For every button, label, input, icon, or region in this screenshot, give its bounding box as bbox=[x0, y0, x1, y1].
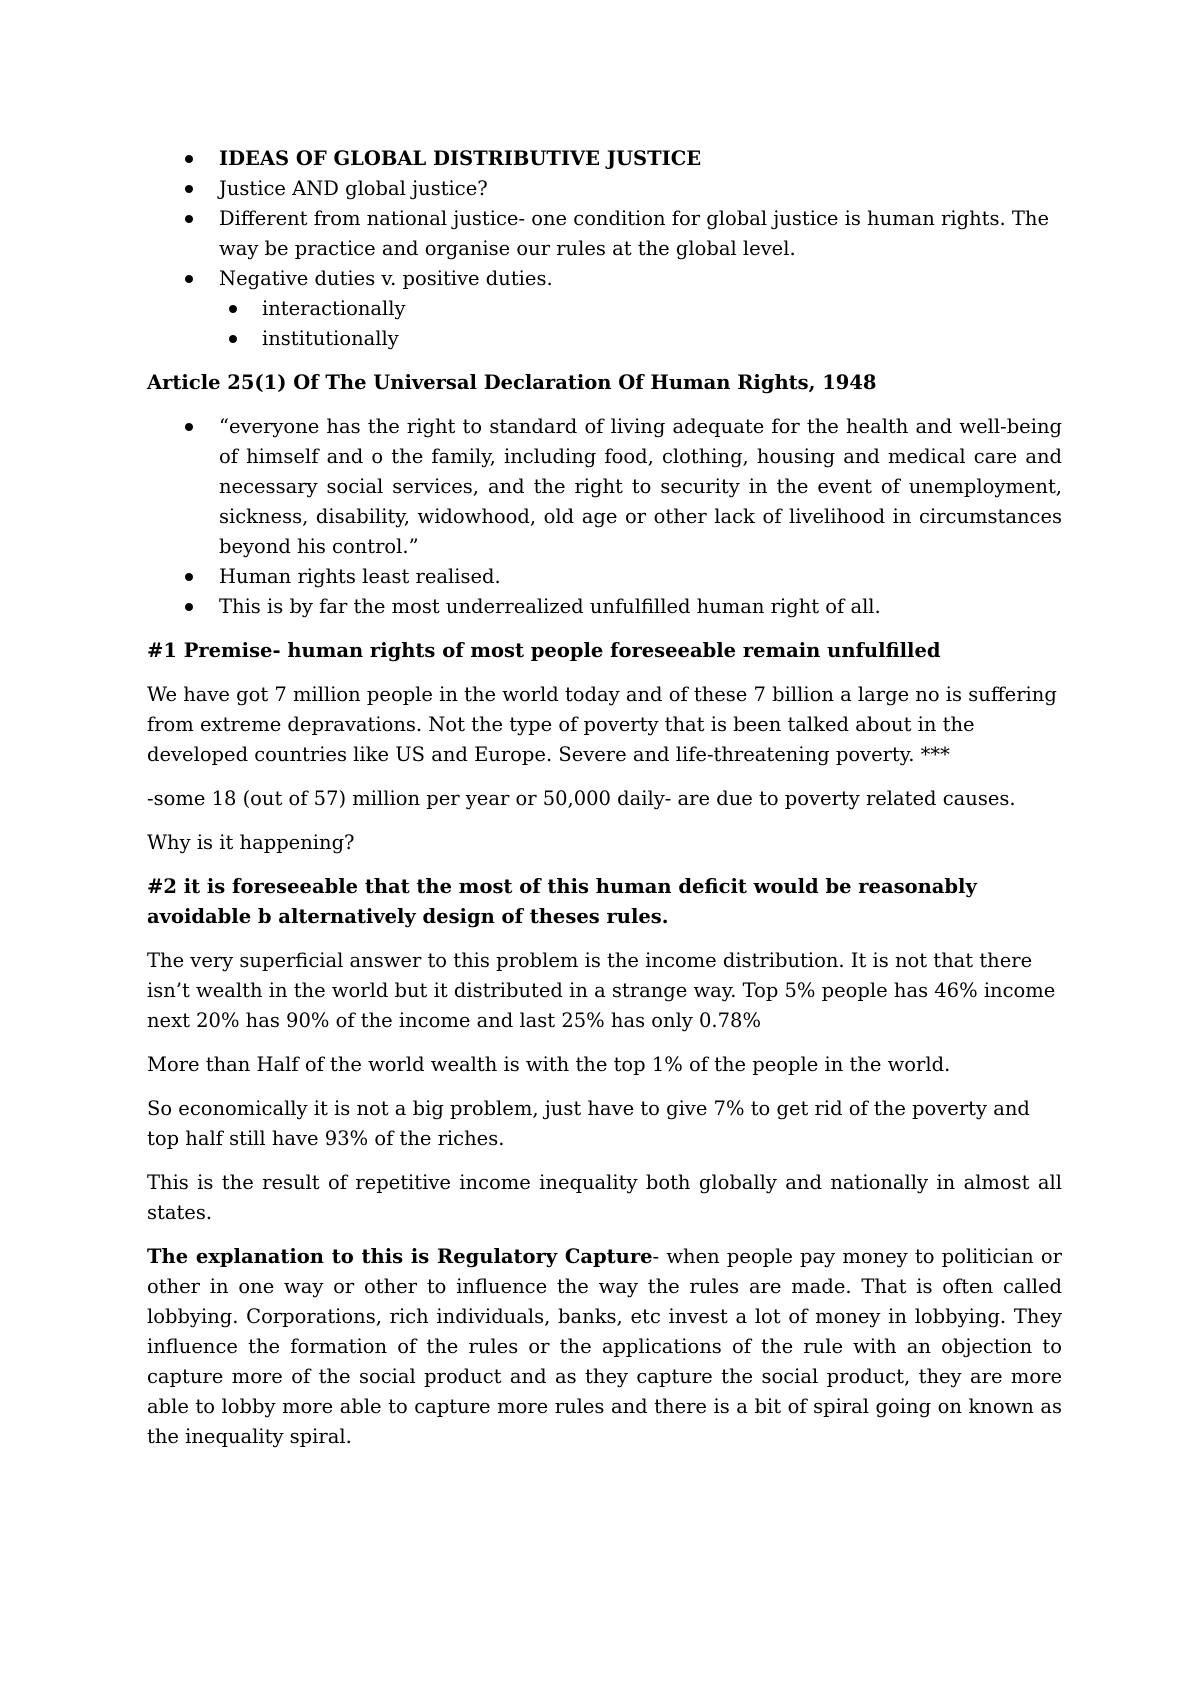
outline-list bbox=[147, 144, 1062, 294]
article-bullet: Human rights least realised. bbox=[147, 562, 1062, 592]
article-bullet-list bbox=[147, 412, 1062, 622]
outline-sub-item: institutionally bbox=[147, 324, 1062, 354]
premise1-paragraph: We have got 7 million people in the world today and of these 7 billion a large no is suffering from extreme depravations. Not the type of poverty that is been talked about in the developed countries like US and Europe. Severe and life-threatening poverty. *** bbox=[147, 683, 1057, 766]
premise1-paragraph: Why is it happening? bbox=[147, 831, 355, 854]
premise2-paragraph: More than Half of the world wealth is with the top 1% of the people in the world. bbox=[147, 1053, 951, 1076]
premise2-heading: #2 it is foreseeable that the most of this human deficit would be reasonably avoidable b alternatively design of theses rules. bbox=[147, 875, 977, 928]
outline-title: IDEAS OF GLOBAL DISTRIBUTIVE JUSTICE bbox=[147, 144, 1062, 174]
outline-sub-list bbox=[147, 294, 1062, 354]
outline-sub-item: interactionally bbox=[147, 294, 1062, 324]
regulatory-capture-text: - when people pay money to politician or other in one way or other to influence the way the rules are made. That is often called lobbying. Corporations, rich individuals, banks, etc invest a lot of money in lobbying. They influence the formation of the rules or the applications of the rule with an objection to capture more of the social product and as they capture the social product, they are more able to lobby more able to capture more rules and there is a bit of spiral going on known as the inequality spiral. bbox=[147, 1245, 1062, 1448]
regulatory-capture-term: The explanation to this is Regulatory Capture bbox=[147, 1245, 653, 1268]
premise2-paragraph: The very superficial answer to this problem is the income distribution. It is not that there isn’t wealth in the world but it distributed in a strange way. Top 5% people has 46% income next 20% has 90% of the income and last 25% has only 0.78% bbox=[147, 949, 1056, 1032]
article-heading: Article 25(1) Of The Universal Declaration Of Human Rights, 1948 bbox=[147, 371, 877, 394]
article-bullet: This is by far the most underrealized unfulfilled human right of all. bbox=[147, 592, 1062, 622]
article-quote: “everyone has the right to standard of living adequate for the health and well-being of himself and o the family, including food, clothing, housing and medical care and necessary social services, and the right to security in the event of unemployment, sickness, disability, widowhood, old age or other lack of livelihood in circumstances beyond his control.” bbox=[147, 412, 1062, 562]
outline-item: Negative duties v. positive duties. bbox=[147, 264, 1062, 294]
premise1-paragraph: -some 18 (out of 57) million per year or 50,000 daily- are due to poverty related causes. bbox=[147, 787, 1016, 810]
outline-item: Justice AND global justice? bbox=[147, 174, 1062, 204]
outline-item: Different from national justice- one condition for global justice is human rights. The way be practice and organise our rules at the global level. bbox=[147, 204, 1062, 264]
premise2-paragraph: So economically it is not a big problem, just have to give 7% to get rid of the poverty and top half still have 93% of the riches. bbox=[147, 1097, 1030, 1150]
premise2-paragraph: This is the result of repetitive income inequality both globally and nationally in almost all states. bbox=[147, 1171, 1062, 1224]
document-page bbox=[147, 144, 1062, 1452]
regulatory-capture-paragraph bbox=[147, 1242, 1062, 1452]
premise1-heading: #1 Premise- human rights of most people foreseeable remain unfulfilled bbox=[147, 639, 941, 662]
